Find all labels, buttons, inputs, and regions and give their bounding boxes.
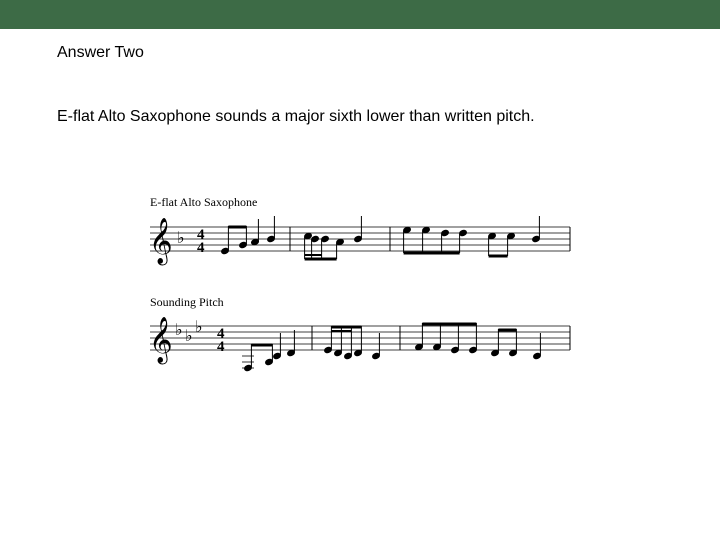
- staff2-notes: [242, 323, 570, 372]
- time-signature-top: 4: [197, 227, 205, 243]
- flat-icon: ♭: [175, 320, 183, 339]
- flat-icon: ♭: [195, 317, 203, 336]
- flat-icon: ♭: [185, 326, 193, 345]
- time-signature-bottom: 4: [197, 240, 205, 256]
- music-score: [145, 190, 575, 380]
- treble-clef-icon: 𝄞: [149, 218, 173, 264]
- time-signature-bottom: 4: [217, 339, 225, 355]
- slide-body-text: E-flat Alto Saxophone sounds a major sixth lower than written pitch.: [57, 108, 535, 125]
- staff1-notes: [221, 216, 570, 259]
- treble-clef-icon: 𝄞: [149, 317, 173, 363]
- time-signature-top: 4: [217, 326, 225, 342]
- slide-title: Answer Two: [57, 44, 144, 61]
- staff1-label: E-flat Alto Saxophone: [150, 195, 258, 209]
- flat-icon: ♭: [177, 228, 185, 247]
- staff2-label: Sounding Pitch: [150, 295, 224, 309]
- top-bar: [0, 0, 720, 29]
